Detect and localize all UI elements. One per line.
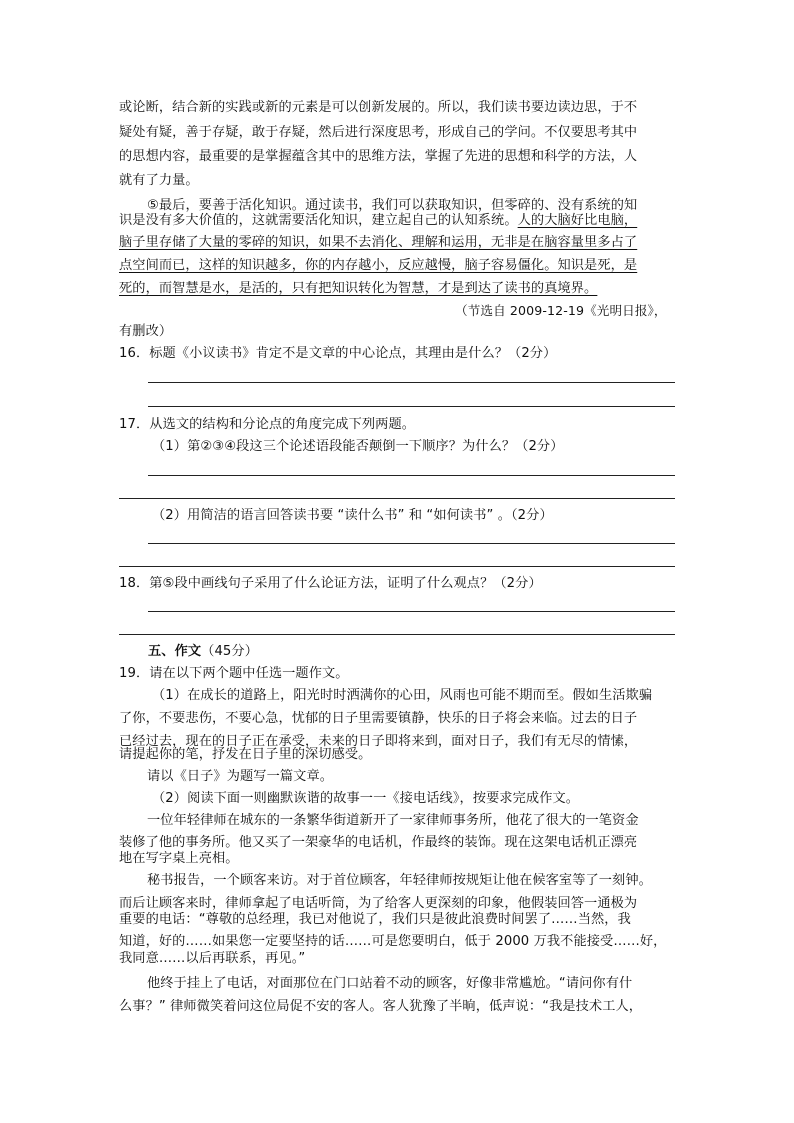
story-line: 装修了他的事务所。他又买了一架豪华的电话机，作最终的装饰。现在这架电话机正漂亮 [119, 835, 638, 850]
underlined-sentence: 人的大脑好比电脑， [517, 213, 638, 228]
passage-line: 的思想内容，最重要的是掌握蕴含其中的思维方法，掌握了先进的思想和科学的方法，人 [119, 149, 638, 164]
question-17: 17．从选文的结构和分论点的角度完成下列两题。 [119, 417, 416, 432]
option-1-line: 已经过去，现在的日子正在承受，未来的日子即将来到，面对日子，我们有无尽的情愫， [119, 734, 638, 749]
passage-text: 识是没有多大价值的，这就需要活化知识，建立起自己的认知系统。 [119, 213, 518, 228]
passage-line: 或论断，结合新的实践或新的元素是可以创新发展的。所以，我们读书要边读边思，于不 [119, 100, 638, 115]
question-18: 18．第⑤段中画线句子采用了什么论证方法，证明了什么观点？（2分） [119, 576, 542, 591]
answer-line[interactable] [148, 543, 675, 544]
source-citation-end: 有删改） [119, 324, 173, 339]
answer-line[interactable] [148, 382, 675, 383]
option-2-line: （2）阅读下面一则幽默诙谐的故事一一《接电话线》，按要求完成作文。 [152, 791, 580, 806]
question-17-2: （2）用简洁的语言回答读书要 “读什么书” 和 “如何读书” 。（2分） [152, 508, 553, 523]
option-1-prompt: 请以《日子》为题写一篇文章。 [147, 769, 334, 784]
story-line: 地在写字桌上亮相。 [119, 851, 239, 866]
passage-line: 疑处有疑，善于存疑，敢于存疑，然后进行深度思考，形成自己的学问。不仅要思考其中 [119, 125, 638, 140]
answer-line[interactable] [119, 566, 675, 567]
passage-line: ⑤最后，要善于活化知识。通过读书，我们可以获取知识，但零碎的、没有系统的知 [147, 198, 638, 213]
option-1-line: 请提起你的笔，抒发在日子里的深切感受。 [119, 747, 372, 762]
answer-line[interactable] [148, 406, 675, 407]
option-1-line: 了你，不要悲伤，不要心急，忧郁的日子里需要镇静，快乐的日子将会来临。过去的日子 [119, 711, 638, 726]
story-line: 而后让顾客来时，律师拿起了电话听筒，为了给客人更深刻的印象，他假装回答一通极为 [119, 896, 638, 911]
story-line: 重要的电话：“尊敬的总经理，我已对他说了，我们只是彼此浪费时间罢了……当然，我 [119, 912, 631, 927]
option-1-line: （1）在成长的道路上，阳光时时洒满你的心田，风雨也可能不期而至。假如生活欺骗 [152, 688, 653, 703]
section-heading [148, 643, 258, 661]
question-17-1: （1）第②③④段这三个论述语段能否颠倒一下顺序？为什么？（2分） [152, 439, 564, 454]
passage-line: 就有了力量。 [119, 173, 199, 188]
question-16: 16．标题《小议读书》肯定不是文章的中心论点，其理由是什么？（2分） [119, 346, 557, 361]
underlined-sentence: 点空间而已，这样的知识越多，你的内存越小，反应越慢，脑子容易僵化。知识是死，是 [119, 258, 638, 273]
source-citation: （节选自 2009-12-19《光明日报》， [455, 303, 667, 318]
answer-line[interactable] [119, 498, 675, 499]
story-line: 我同意……以后再联系，再见。” [119, 951, 306, 966]
story-line: 知道，好的……如果您一定要坚持的话……可是您要明白，低于 2000 万我不能接受……好， [119, 934, 667, 949]
story-line: 一位年轻律师在城东的一条繁华街道新开了一家律师事务所，他花了很大的一笔资金 [147, 813, 639, 828]
story-line: 他终于挂上了电话，对面那位在门口站着不动的顾客，好像非常尴尬。“请问你有什 [147, 976, 633, 991]
underlined-sentence: 脑子里存储了大量的零碎的知识，如果不去消化、理解和运用，无非是在脑容量里多占了 [119, 235, 638, 250]
section-score: （45分） [201, 644, 258, 659]
question-19: 19．请在以下两个题中任选一题作文。 [119, 666, 349, 681]
answer-line[interactable] [148, 611, 675, 612]
answer-line[interactable] [119, 634, 675, 635]
story-line: 秘书报告，一个顾客来访。对于首位顾客，年轻律师按规矩让他在候客室等了一刻钟。 [147, 873, 652, 888]
section-title: 五、作文 [148, 644, 202, 659]
underlined-sentence: 死的，而智慧是水，是活的，只有把知识转化为智慧，才是到达了读书的真境界。 [119, 281, 598, 296]
story-line: 么事？” 律师微笑着问这位局促不安的客人。客人犹豫了半晌，低声说：“我是技术工人， [119, 999, 643, 1014]
answer-line[interactable] [148, 475, 675, 476]
passage-line [119, 212, 637, 230]
